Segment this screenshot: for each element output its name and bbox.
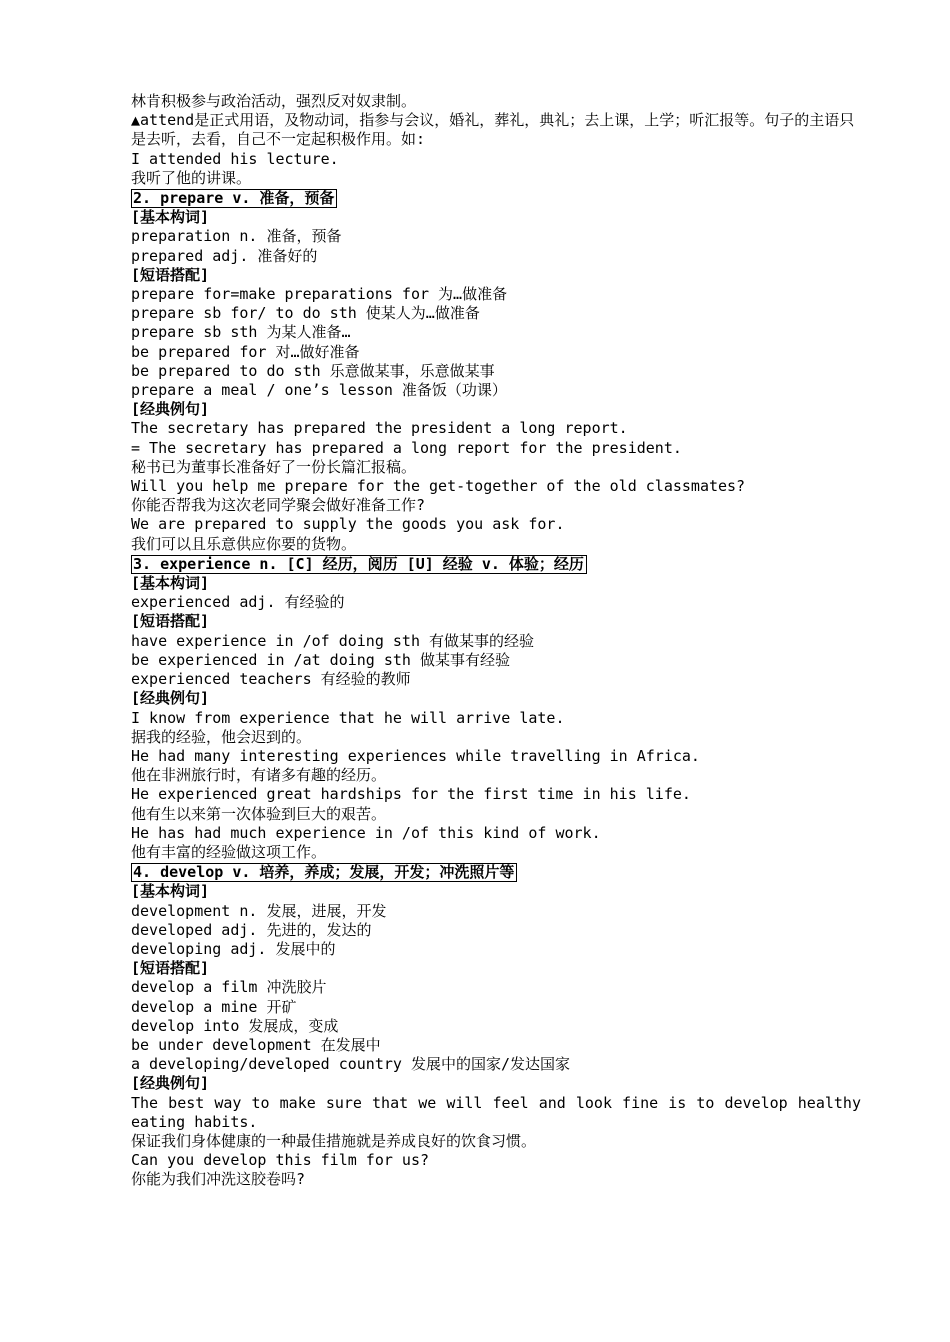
example-sentence: He experienced great hardships for the first time in his life. [131,785,691,804]
example-translation: 你能为我们冲洗这胶卷吗? [131,1170,306,1189]
example-label: [经典例句] [131,400,210,419]
section-heading: 3. experience n. [C] 经历，阅历 [U] 经验 v. 体验；经历 [131,555,587,574]
basic-word: developed adj. 先进的，发达的 [131,920,372,939]
example-sentence: I know from experience that he will arrive late. [131,708,565,727]
example-label: [经典例句] [131,689,210,708]
intro-note: ▲attend是正式用语，及物动词，指参与会议，婚礼，葬礼，典礼；去上课，上学；听汇报等。句子的主语只是去听，去看，自己不一定起积极作用。如: [131,111,855,149]
example-translation: 秘书已为董事长准备好了一份长篇汇报稿。 [131,457,417,476]
phrase: be under development 在发展中 [131,1035,381,1054]
example-translation: 你能否帮我为这次老同学聚会做好准备工作? [131,496,426,515]
phrase-label: [短语搭配] [131,265,210,284]
phrase: prepare a meal / one’s lesson 准备饭（功课） [131,381,507,400]
example-translation: 他在非洲旅行时，有诸多有趣的经历。 [131,766,387,785]
phrase: experienced teachers 有经验的教师 [131,670,411,689]
phrase: prepare sb sth 为某人准备… [131,323,351,342]
basic-label: [基本构词] [131,208,210,227]
phrase: be experienced in /at doing sth 做某事有经验 [131,650,510,669]
example-sentence: Can you develop this film for us? [131,1151,430,1170]
basic-word: preparation n. 准备，预备 [131,227,342,246]
example-translation: 他有生以来第一次体验到巨大的艰苦。 [131,804,387,823]
example-translation: 保证我们身体健康的一种最佳措施就是养成良好的饮食习惯。 [131,1131,537,1150]
basic-label: [基本构词] [131,574,210,593]
phrase: develop a mine 开矿 [131,997,297,1016]
phrase: be prepared to do sth 乐意做某事，乐意做某事 [131,361,495,380]
basic-label: [基本构词] [131,882,210,901]
section-develop [131,862,871,1189]
phrase: develop a film 冲洗胶片 [131,978,327,997]
section-heading: 4. develop v. 培养，养成；发展，开发；冲洗照片等 [131,863,517,882]
example-translation: 据我的经验，他会迟到的。 [131,727,312,746]
example-translation: 他有丰富的经验做这项工作。 [131,842,327,861]
phrase: develop into 发展成，变成 [131,1016,339,1035]
example-sentence: He has had much experience in /of this kind of work. [131,823,601,842]
phrase: be prepared for 对…做好准备 [131,342,360,361]
intro-example: I attended his lecture. [131,149,339,168]
example-sentence: The best way to make sure that we will feel and look fine is to develop healthy eating habits. [131,1093,871,1131]
example-sentence: Will you help me prepare for the get-together of the old classmates? [131,477,746,496]
basic-word: experienced adj. 有经验的 [131,593,345,612]
basic-word: development n. 发展，进展，开发 [131,901,387,920]
intro-translation: 我听了他的讲课。 [131,168,252,187]
example-label: [经典例句] [131,1074,210,1093]
section-prepare [131,188,861,554]
basic-word: prepared adj. 准备好的 [131,246,318,265]
phrase-label: [短语搭配] [131,959,210,978]
document-page [131,92,871,1190]
phrase: prepare sb for/ to do sth 使某人为…做准备 [131,304,480,323]
intro-line: 林肯积极参与政治活动，强烈反对奴隶制。 [131,92,417,110]
phrase: have experience in /of doing sth 有做某事的经验 [131,631,535,650]
example-translation: 我们可以且乐意供应你要的货物。 [131,534,357,553]
example-sentence: The secretary has prepared the president a long report. [131,419,628,438]
section-experience [131,554,861,862]
basic-word: developing adj. 发展中的 [131,939,336,958]
phrase: prepare for=make preparations for 为…做准备 [131,285,508,304]
example-sentence: = The secretary has prepared a long report for the president. [131,438,682,457]
example-sentence: He had many interesting experiences while travelling in Africa. [131,746,700,765]
phrase: a developing/developed country 发展中的国家/发达国家 [131,1055,570,1074]
example-sentence: We are prepared to supply the goods you ask for. [131,515,565,534]
section-heading: 2. prepare v. 准备，预备 [131,189,337,208]
phrase-label: [短语搭配] [131,612,210,631]
